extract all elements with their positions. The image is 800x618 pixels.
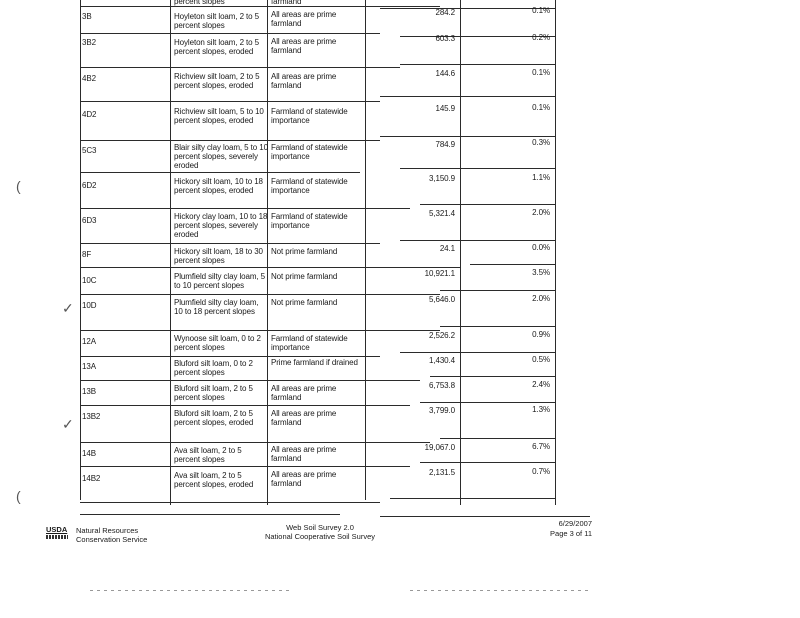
acres-in-aoi: 24.1 [439,244,455,253]
table-divider-rating [365,0,366,500]
checkmark-icon: ✓ [62,300,74,316]
table-border-left [80,0,81,500]
footer-agency-line1: Natural Resources [76,526,139,535]
row-separator [440,290,556,291]
farmland-rating: Farmland of statewide importance [271,212,348,230]
row-separator [80,101,380,102]
farmland-rating: Farmland of statewide importance [271,143,348,161]
footer-rule [80,514,340,515]
row-separator [80,356,380,357]
farmland-rating: All areas are prime farmland [271,72,337,90]
row-separator [80,466,410,467]
footer-date: 6/29/2007 [558,519,592,528]
farmland-rating: All areas are prime farmland [271,445,337,463]
map-unit-name: Richview silt loam, 2 to 5 percent slopes, eroded [174,72,260,90]
farmland-rating: Farmland of statewide importance [271,177,348,195]
map-unit-symbol: 6D2 [82,181,97,190]
map-unit-symbol: 8F [82,250,92,259]
map-unit-symbol: 10D [82,301,97,310]
map-unit-name: Hickory clay loam, 10 to 18 percent slopes, severely eroded [174,212,268,239]
map-unit-symbol: 13B [82,387,96,396]
row-separator [80,380,420,381]
map-unit-symbol: 12A [82,337,96,346]
acres-in-aoi: 3,150.9 [429,174,455,183]
row-separator [80,405,410,406]
scan-bracket-mark: ( [16,488,21,504]
footer-center-line2: National Cooperative Soil Survey [264,532,376,541]
acres-in-aoi: 2,526.2 [429,331,455,340]
row-separator [380,136,556,137]
footer-center-line1: Web Soil Survey 2.0 [286,523,354,532]
row-separator [80,208,410,209]
percent-of-aoi: 2.0% [532,208,550,217]
map-unit-symbol: 5C3 [82,146,97,155]
map-unit-name: Bluford silt loam, 2 to 5 percent slopes [174,384,253,402]
scan-noise [410,590,590,591]
map-unit-name: Hoyleton silt loam, 2 to 5 percent slopes [174,12,259,30]
percent-of-aoi: 0.1% [532,68,550,77]
row-separator [80,172,360,173]
farmland-rating: All areas are prime farmland [271,384,337,402]
farmland-rating: All areas are prime farmland [271,10,337,28]
acres-in-aoi: 19,067.0 [424,443,455,452]
map-unit-name: Wynoose silt loam, 0 to 2 percent slopes [174,334,261,352]
map-unit-symbol: 3B [82,12,92,21]
row-separator [420,462,556,463]
acres-in-aoi: 5,646.0 [429,295,455,304]
farmland-rating: Not prime farmland [271,298,338,307]
map-unit-name: Ava silt loam, 2 to 5 percent slopes, eroded [174,471,254,489]
percent-of-aoi: 0.0% [532,243,550,252]
footer-rule [380,516,590,517]
farmland-rating: Not prime farmland [271,272,338,281]
row-separator [400,240,556,241]
map-unit-name: Hoyleton silt loam, 2 to 5 percent slopes, eroded [174,38,259,56]
row-separator [80,442,430,443]
map-unit-name: Blair silty clay loam, 5 to 10 percent slopes, severely eroded [174,143,268,170]
row-separator [80,267,460,268]
row-separator [80,6,440,7]
farmland-rating: Farmland of statewide importance [271,107,348,125]
map-unit-symbol: 13B2 [82,412,101,421]
row-separator [400,64,556,65]
footer-agency-line2: Conservation Service [76,535,148,544]
row-separator [400,352,556,353]
row-separator [380,96,556,97]
percent-of-aoi: 0.5% [532,355,550,364]
acres-in-aoi: 2,131.5 [429,468,455,477]
row-separator [80,67,400,68]
map-unit-symbol: 10C [82,276,97,285]
farmland-rating: All areas are prime farmland [271,409,337,427]
row-separator [400,168,556,169]
map-unit-name: Richview silt loam, 5 to 10 percent slopes, eroded [174,107,264,125]
farmland-rating: Prime farmland if drained [271,358,358,367]
farmland-rating: Not prime farmland [271,247,338,256]
percent-of-aoi: 0.7% [532,467,550,476]
row-separator [430,376,556,377]
scan-bracket-mark: ( [16,178,21,194]
farmland-rating: All areas are prime farmland [271,37,337,55]
table-border-right [555,0,556,505]
map-unit-symbol: 14B2 [82,474,101,483]
percent-of-aoi: 0.3% [532,138,550,147]
row-separator [80,33,380,34]
farmland-rating: All areas are prime farmland [271,470,337,488]
percent-of-aoi: 1.1% [532,173,550,182]
scan-noise [90,590,290,591]
acres-in-aoi: 145.9 [435,104,455,113]
acres-in-aoi: 144.6 [435,69,455,78]
map-unit-symbol: 6D3 [82,216,97,225]
farmland-rating: Farmland of statewide importance [271,334,348,352]
acres-in-aoi: 3,799.0 [429,406,455,415]
percent-of-aoi: 0.1% [532,103,550,112]
footer-page-number: Page 3 of 11 [550,529,592,538]
acres-in-aoi: 10,921.1 [424,269,455,278]
map-unit-name: Plumfield silty clay loam, 10 to 18 percent slopes [174,298,259,316]
map-unit-name: Hickory silt loam, 10 to 18 percent slopes, eroded [174,177,263,195]
map-unit-symbol: 4B2 [82,74,96,83]
percent-of-aoi: 0.1% [532,6,550,15]
row-separator [420,402,556,403]
percent-of-aoi: 2.4% [532,380,550,389]
percent-of-aoi: 2.0% [532,294,550,303]
table-border-bottom [80,502,380,503]
acres-in-aoi: 284.2 [435,8,455,17]
percent-of-aoi: 6.7% [532,442,550,451]
map-unit-symbol: 13A [82,362,96,371]
map-unit-symbol: 3B2 [82,38,96,47]
top-fragment-name: percent slopes [174,0,225,6]
map-unit-symbol: 4D2 [82,110,97,119]
checkmark-icon: ✓ [62,416,74,432]
map-unit-symbol: 14B [82,449,96,458]
row-separator [470,264,556,265]
acres-in-aoi: 1,430.4 [429,356,455,365]
top-fragment-rating: farmland [271,0,302,6]
map-unit-name: Ava silt loam, 2 to 5 percent slopes [174,446,242,464]
table-border-bottom [390,498,556,499]
percent-of-aoi: 0.2% [532,33,550,42]
acres-in-aoi: 6,753.8 [429,381,455,390]
map-unit-name: Hickory silt loam, 18 to 30 percent slopes [174,247,263,265]
percent-of-aoi: 3.5% [532,268,550,277]
row-separator [80,243,380,244]
row-separator [80,294,440,295]
row-separator [80,140,380,141]
table-divider-symbol [170,0,171,505]
map-unit-name: Bluford silt loam, 0 to 2 percent slopes [174,359,253,377]
map-unit-name: Plumfield silty clay loam, 5 to 10 percent slopes [174,272,266,290]
row-separator [420,204,556,205]
row-separator [80,330,440,331]
percent-of-aoi: 0.9% [532,330,550,339]
percent-of-aoi: 1.3% [532,405,550,414]
acres-in-aoi: 784.9 [435,140,455,149]
usda-logo: USDA [46,525,68,534]
acres-in-aoi: 5,321.4 [429,209,455,218]
table-divider-acres [460,0,461,505]
acres-in-aoi: 603.3 [435,34,455,43]
row-separator [440,438,556,439]
usda-logo-mark [46,535,68,539]
map-unit-name: Bluford silt loam, 2 to 5 percent slopes, eroded [174,409,254,427]
row-separator [440,326,556,327]
